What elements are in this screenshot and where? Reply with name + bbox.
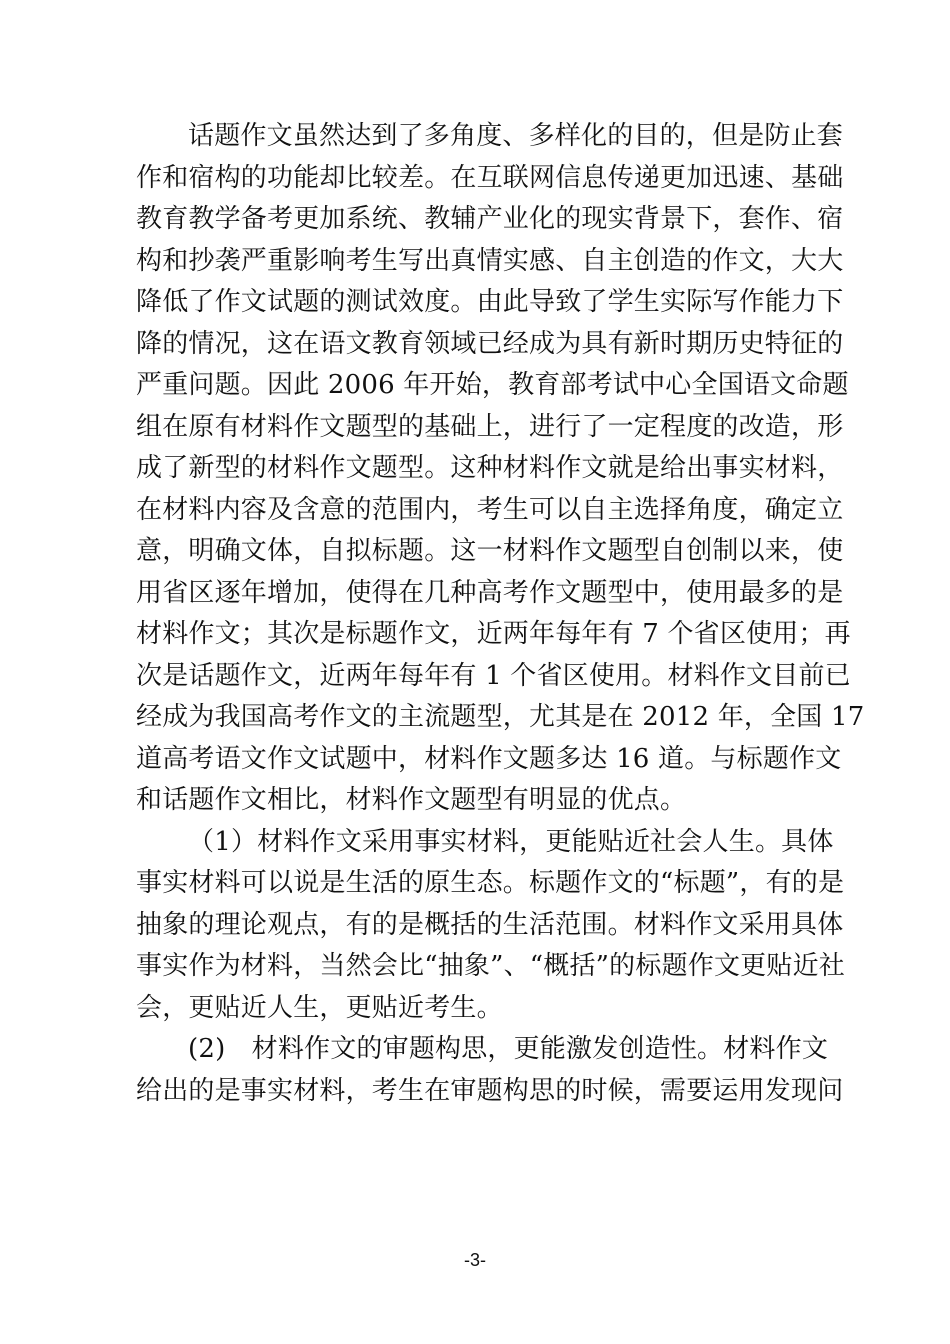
text-line: 和话题作文相比，材料作文题型有明显的优点。 — [136, 785, 687, 815]
text-line: 抽象的理论观点，有的是概括的生活范围。材料作文采用具体 — [136, 909, 844, 940]
text-line: 在材料内容及含意的范围内，考生可以自主选择角度，确定立 — [136, 494, 844, 525]
text-line: （1）材料作文采用事实材料，更能贴近社会人生。具体 — [188, 826, 834, 857]
text-line: 话题作文虽然达到了多角度、多样化的目的，但是防止套 — [188, 121, 844, 151]
text-line: 降的情况，这在语文教育领域已经成为具有新时期历史特征的 — [136, 328, 844, 359]
text-line: 作和宿构的功能却比较差。在互联网信息传递更加迅速、基础 — [136, 162, 844, 193]
text-line: 教育教学备考更加系统、教辅产业化的现实背景下，套作、宿 — [136, 204, 844, 234]
text-line: 意，明确文体，自拟标题。这一材料作文题型自创制以来，使 — [136, 536, 844, 566]
text-line: 事实材料可以说是生活的原生态。标题作文的“标题”，有的是 — [136, 868, 845, 898]
text-line: 成了新型的材料作文题型。这种材料作文就是给出事实材料， — [136, 453, 844, 483]
text-line: 用省区逐年增加，使得在几种高考作文题型中，使用最多的是 — [136, 577, 844, 608]
text-line: 事实作为材料，当然会比“抽象”、“概括”的标题作文更贴近社 — [136, 951, 845, 981]
text-line: 道高考语文作文试题中，材料作文题多达 16 道。与标题作文 — [136, 743, 842, 774]
text-line: 会，更贴近人生，更贴近考生。 — [136, 992, 503, 1023]
text-line: 给出的是事实材料，考生在审题构思的时候，需要运用发现问 — [136, 1075, 844, 1106]
text-line: 经成为我国高考作文的主流题型，尤其是在 2012 年，全国 17 — [136, 702, 865, 732]
text-line: 降低了作文试题的测试效度。由此导致了学生实际写作能力下 — [136, 287, 844, 317]
body-text — [136, 116, 865, 1112]
page-number: -3- — [464, 1250, 486, 1270]
text-line: 组在原有材料作文题型的基础上，进行了一定程度的改造，形 — [136, 411, 844, 442]
text-line: 材料作文；其次是标题作文，近两年每年有 7 个省区使用；再 — [136, 619, 851, 649]
text-line: (2) 材料作文的审题构思，更能激发创造性。材料作文 — [188, 1034, 829, 1064]
text-line: 严重问题。因此 2006 年开始，教育部考试中心全国语文命题 — [136, 370, 849, 400]
text-line: 构和抄袭严重影响考生写出真情实感、自主创造的作文，大大 — [136, 245, 844, 276]
text-line: 次是话题作文，近两年每年有 1 个省区使用。材料作文目前已 — [136, 660, 851, 691]
